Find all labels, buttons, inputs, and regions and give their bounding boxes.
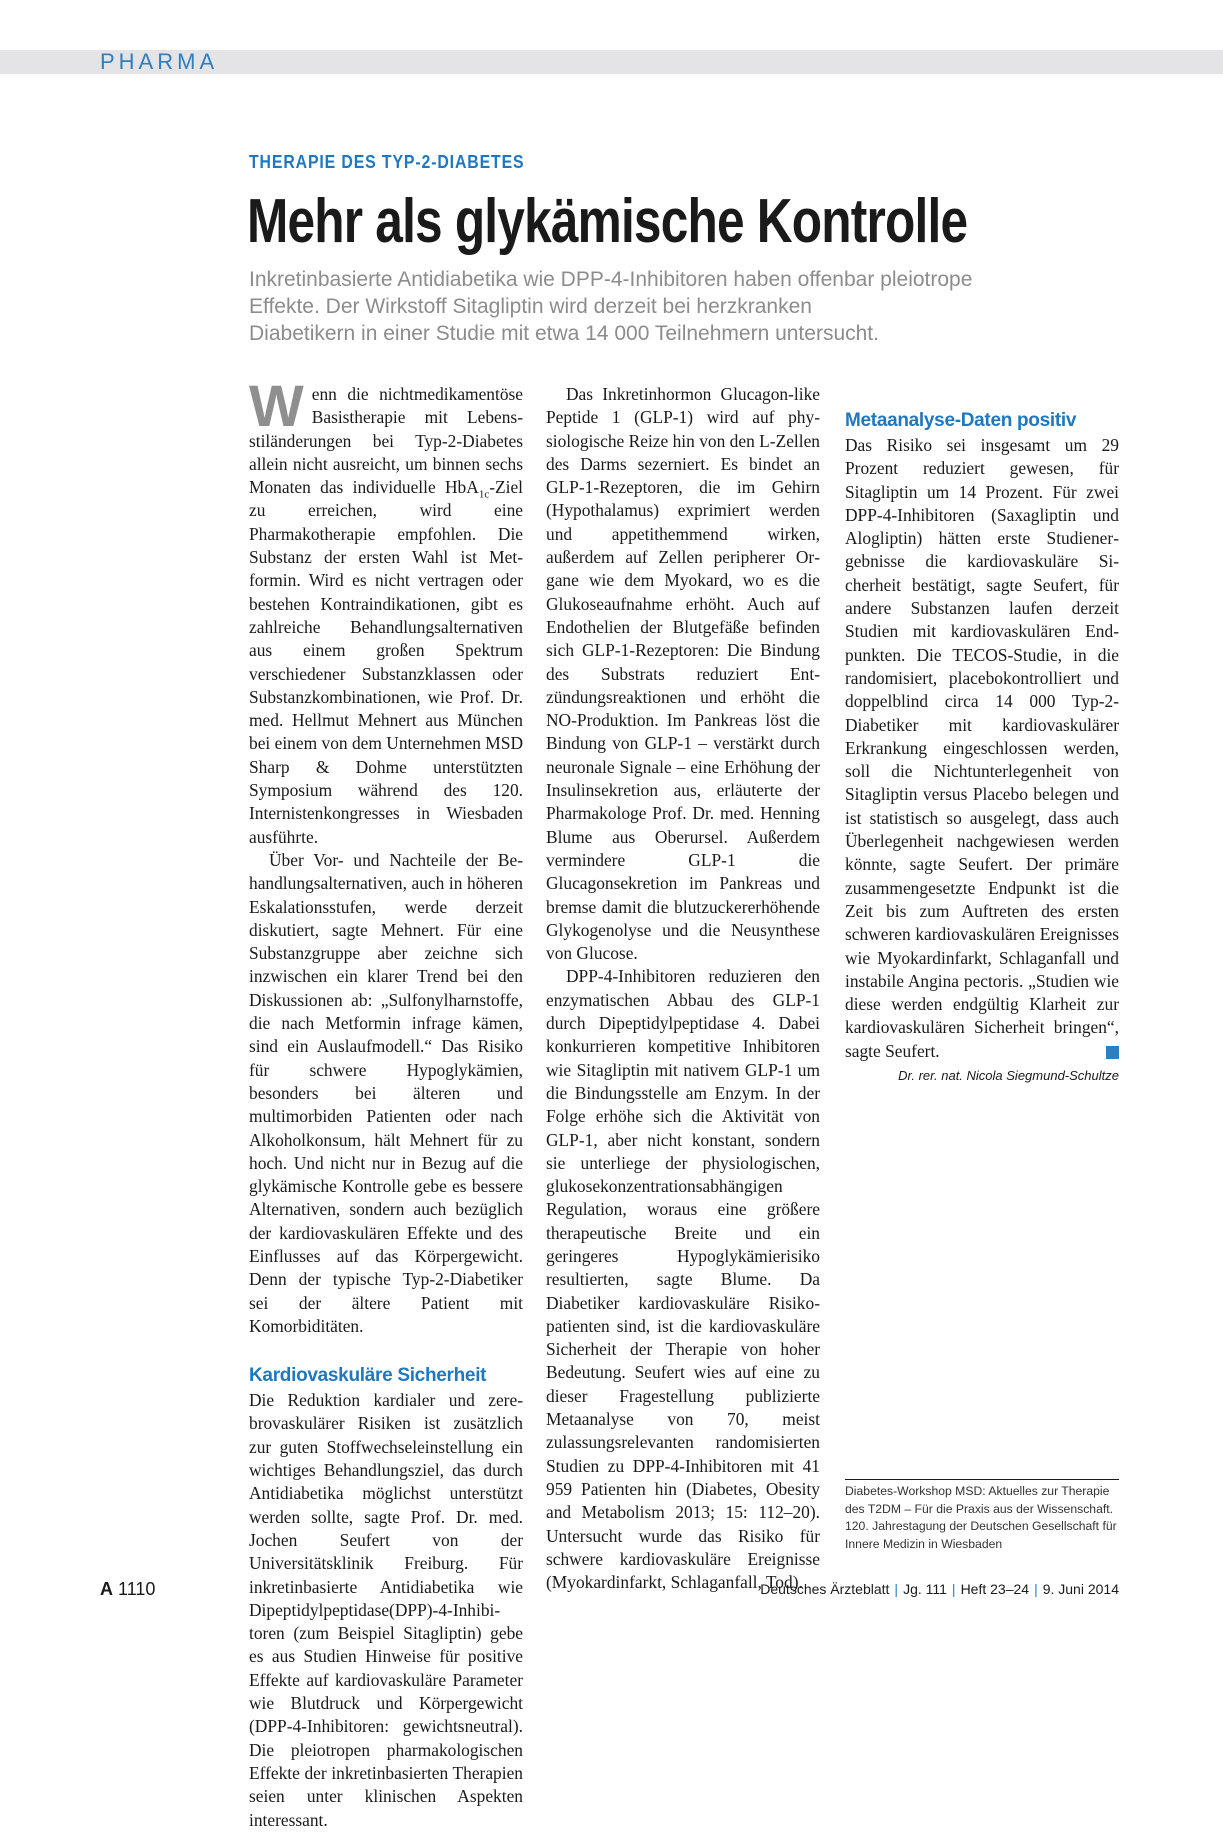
paragraph-text: enn die nichtmedikamentöse Basistherapie mit Lebensstiländerungen bei Typ-2-Diabetes allein nicht ausreicht, um binnen sechs Monaten das individuelle HbA bbox=[249, 384, 523, 498]
subheading: Kardiovaskuläre Sicherheit bbox=[249, 1365, 487, 1387]
body-paragraph bbox=[249, 374, 523, 849]
body-paragraph bbox=[845, 434, 1119, 1063]
text-column-1 bbox=[249, 374, 523, 1832]
page-number bbox=[100, 1579, 155, 1600]
paragraph-text: -Ziel zu erreichen, wird eine Pharmakotherapie empfohlen. Die Substanz der ersten Wahl ist Metformin. Wird es nicht vertragen oder bestehen Kontraindikationen, gibt es zahlreiche Behandlungsalternativen aus einem großen Spektrum verschiedener Substanzklassen oder Substanzkombinationen, wie Prof. Dr. med. Hellmut Mehnert aus München bei einem von dem Unternehmen MSD Sharp & Dohme unterstützten Symposium während des 120. Internistenkongresses in Wiesbaden ausführte. bbox=[249, 477, 523, 847]
journal-name: Deutsches Ärzteblatt bbox=[760, 1581, 890, 1597]
author-byline: Dr. rer. nat. Nicola Siegmund-Schultze bbox=[898, 1068, 1119, 1084]
body-paragraph: Über Vor- und Nachteile der Behandlungsalternativen, auch in höheren Eskalationsstufen, werde derzeit diskutiert, sagte Mehnert. Für eine Substanzgruppe aber zeichne sich inzwischen ein klarer Trend bei den Diskussionen ab: „Sulfonylharnstoffe, die nach Metformin infrage kämen, sind ein Auslaufmodell.“ Das Risiko für schwere Hypoglykämien, besonders bei älteren und multimorbiden Patienten oder nach Alkoholkonsum, hält Mehnert für zu hoch. Und nicht nur in Bezug auf die glykämische Kontrolle gebe es bessere Alternativen, sondern auch bezüglich der kardiovaskulären Effekte und des Einflusses auf das Körpergewicht. Denn der typische Typ-2-Diabetiker sei der ältere Patient mit Komorbiditäten. bbox=[249, 849, 523, 1336]
subscript: 1c bbox=[478, 488, 490, 501]
subheading: Metaanalyse-Daten positiv bbox=[845, 410, 1077, 431]
article-headline: Mehr als glykämische Kontrolle bbox=[247, 187, 968, 256]
source-note bbox=[845, 1483, 1135, 1553]
source-line: 120. Jahrestagung der Deutschen Gesellschaft für bbox=[845, 1519, 1117, 1534]
source-line: Innere Medizin in Wiesbaden bbox=[845, 1536, 1003, 1551]
blue-square-icon bbox=[1106, 1046, 1119, 1059]
article-lead bbox=[249, 266, 1109, 347]
source-line: Diabetes-Workshop MSD: Aktuelles zur Therapie bbox=[845, 1484, 1110, 1498]
separator: | bbox=[894, 1581, 899, 1597]
paragraph-text: Das Risiko sei insgesamt um 29 Prozent reduziert gewesen, für Sitagliptin um 14 Prozent. Für zwei DPP-4-Inhibitoren (Saxagliptin und Alogliptin) hätten erste Studienergebnisse die kardiovaskuläre Sicherheit bestätigt, sagte Seufert, für andere Substanzen laufen derzeit Studien mit kardiovaskulären Endpunkten. Die TECOS-Studie, in die randomisiert, placebokontrolliert und doppelblind circa 14 000 Typ-2-Diabetiker mit kardiovaskulärer Erkrankung eingeschlossen werden, soll die Nichtunterlegenheit von Sitagliptin versus Placebo belegen und ist statistisch so ausgelegt, dass auch Überlegenheit nachgewiesen werden könnte, sagte Seufert. Der primäre zusammengesetzte Endpunkt ist die Zeit bis zum Auftreten des ersten schweren kardiovaskulären Ereignisses wie Myokardinfarkt, Schlaganfall und instabile Angina pectoris. „Studien wie diese werden endgültig Klarheit zur kardiovaskulären Sicherheit bringen“, sagte Seufert. bbox=[845, 435, 1119, 1061]
separator: | bbox=[1034, 1581, 1038, 1597]
drop-cap: W bbox=[249, 374, 304, 439]
lead-line: Effekte. Der Wirkstoff Sitagliptin wird derzeit bei herzkranken bbox=[249, 295, 812, 318]
page-value: 1110 bbox=[118, 1579, 156, 1599]
source-line: des T2DM – Für die Praxis aus der Wissenschaft. bbox=[845, 1501, 1113, 1516]
lead-line: Diabetikern in einer Studie mit etwa 14 000 Teilnehmern untersucht. bbox=[249, 322, 879, 345]
lead-line: Inkretinbasierte Antidiabetika wie DPP-4-Inhibitoren haben offenbar pleiotrope bbox=[249, 268, 973, 291]
issue: Heft 23–24 bbox=[960, 1581, 1030, 1597]
divider bbox=[845, 1479, 1119, 1480]
volume: Jg. 111 bbox=[903, 1581, 947, 1597]
article-kicker: THERAPIE DES TYP-2-DIABETES bbox=[249, 152, 525, 172]
footer-citation bbox=[760, 1581, 1119, 1597]
issue-date: 9. Juni 2014 bbox=[1042, 1581, 1119, 1597]
separator: | bbox=[951, 1581, 956, 1597]
body-paragraph: DPP-4-Inhibitoren reduzieren den enzymatischen Abbau des GLP-1 durch Dipeptidylpeptidase 4. Dabei konkurrieren kompetitive Inhibitoren wie Sitagliptin mit nativem GLP-1 um die Bindungsstelle am Enzym. In der Folge erhöhe sich die Aktivität von GLP-1, aber nicht konstant, sondern sie unterliege der physiologischen, glukosekonzentrationsabhängigen Regulation, woraus eine größere therapeutische Breite und ein geringeres Hypoglykämierisiko resultierten, sagte Blume. Da Diabetiker kardiovaskuläre Risikopatienten sind, ist die kardiovaskuläre Sicherheit der Therapie von hoher Bedeutung. Seufert wies auf eine zu dieser Fragestellung publizierte Metaanalyse von 70, meist zulassungsrelevanten randomisierten Studien zu DPP-4-Inhibitoren mit 41 959 Patienten hin (Diabetes, Obesity and Metabolism 2013; 15: 112–20). Untersucht wurde das Risiko für schwere kardiovaskuläre Ereignisse (Myokardinfarkt, Schlaganfall, Tod). bbox=[546, 966, 820, 1593]
text-column-3 bbox=[845, 383, 1119, 1086]
page-prefix: A bbox=[100, 1579, 113, 1599]
section-label: PHARMA bbox=[100, 49, 219, 74]
body-paragraph: Die Reduktion kardialer und zerebrovaskulärer Risiken ist zusätzlich zur guten Stoffwechseleinstellung ein wichtiges Behandlungsziel, das durch Antidiabetika möglichst unterstützt werden sollte, sagte Prof. Dr. med. Jochen Seufert von der Universitätsklinik Freiburg. Für inkretinbasierte Antidiabetika wie Dipeptidylpeptidase(DPP)-4-Inhibitoren (zum Beispiel Sitagliptin) gebe es aus Studien Hinweise für positive Effekte auf kardiovaskuläre Parameter wie Blutdruck und Körpergewicht (DPP-4-Inhibitoren: gewichtsneutral). Die pleiotropen pharmakologischen Effekte der inkretinbasierten Therapien seien unter klinischen Aspekten interessant. bbox=[249, 1390, 523, 1830]
text-column-2 bbox=[546, 383, 820, 1594]
body-paragraph: Das Inkretinhormon Glucagon-like Peptide 1 (GLP-1) wird auf physiologische Reize hin von den L-Zellen des Darms sezerniert. Es bindet an GLP-1-Rezeptoren, die im Gehirn (Hypothalamus) exprimiert werden und appetithemmend wirken, außerdem auf Zellen peripherer Organe wie dem Myokard, wo es die Glukoseaufnahme erhöht. Auch auf Endothelien der Blutgefäße befinden sich GLP-1-Rezeptoren: Die Bindung des Substrats reduziert Entzündungsreaktionen und erhöht die NO-Produktion. Im Pankreas löst die Bindung von GLP-1 – verstärkt durch neuronale Signale – eine Erhöhung der Insulinsekretion aus, erläuterte der Pharmakologe Prof. Dr. med. Henning Blume aus Oberursel. Außerdem vermindere GLP-1 die Glucagonsekretion im Pankreas und bremse damit die blutzuckererhöhende Glykogenolyse und die Neusynthese von Glucose. bbox=[546, 384, 820, 964]
